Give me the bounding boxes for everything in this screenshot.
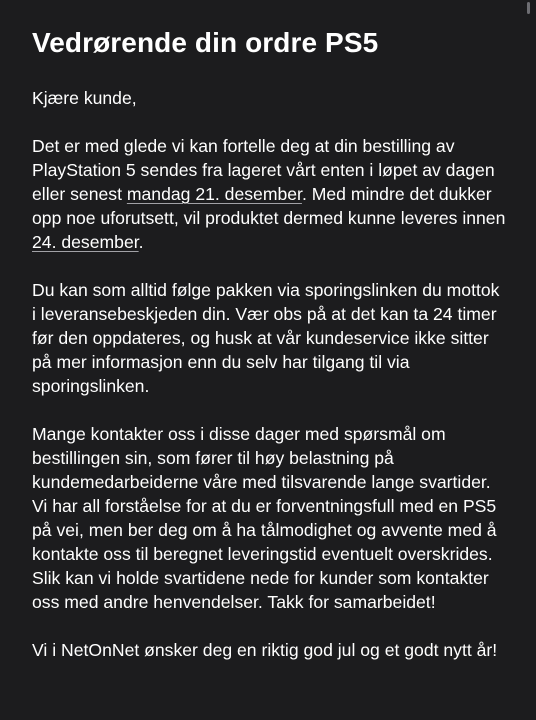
paragraph-patience: Mange kontakter oss i disse dager med spørsmål om bestillingen sin, som fører til høy belastning på kundemedarbeiderne våre med tilsvarende lange svartider. Vi har all forståelse for at du er forventningsfull med en PS5 på vei, men ber deg om å ha tålmodighet og avvente med å kontakte oss til beregnet leveringstid eventuelt overskrides. Slik kan vi holde svartidene nede for kunder som kontakter oss med andre henvendelser. Takk for samarbeidet! [32, 424, 497, 612]
date-link-delivery[interactable]: 24. desember [32, 232, 139, 252]
paragraph-shipping-text-c: . [138, 232, 144, 252]
scroll-indicator[interactable] [527, 2, 530, 14]
paragraph-greeting-closing: Vi i NetOnNet ønsker deg en riktig god jul og et godt nytt år! [32, 640, 498, 660]
email-content [32, 26, 508, 686]
greeting: Kjære kunde, [32, 88, 137, 108]
paragraph-shipping-text-b: . Med mindre det dukker opp noe uforutsett, vil produktet dermed kunne leveres innen [32, 184, 506, 228]
paragraph-shipping-text-a: Det er med glede vi kan fortelle deg at din bestilling av PlayStation 5 sendes fra lageret vårt enten i løpet av dagen eller senest [32, 136, 495, 204]
email-title: Vedrørende din ordre PS5 [32, 27, 379, 58]
email-body [32, 86, 508, 662]
date-link-shipping[interactable]: mandag 21. desember [126, 184, 302, 204]
paragraph-shipping [32, 134, 508, 254]
paragraph-tracking: Du kan som alltid følge pakken via sporingslinken du mottok i leveransebeskjeden din. Vær obs på at det kan ta 24 timer før den oppdateres, og husk at vår kundeservice ikke sitter på mer informasjon enn du selv har tilgang til via sporingslinken. [32, 280, 500, 396]
